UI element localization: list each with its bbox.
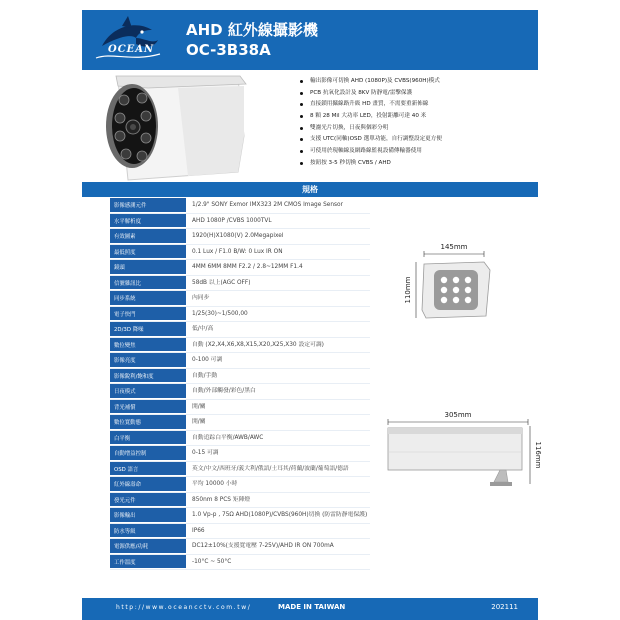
- ocean-logo-icon: [92, 16, 164, 64]
- spec-label: 影像感測元件: [110, 198, 186, 213]
- spec-value: 850nm 8 PCS 矩陣燈: [192, 496, 251, 503]
- spec-value: 英文/中文/西班牙/義大利/俄語/土耳其/荷蘭/波蘭/葡萄語/德語: [192, 465, 349, 472]
- spec-row: [110, 276, 370, 292]
- page-title: AHD 紅外線攝影機: [186, 21, 318, 39]
- spec-value: 自動追踪白平衡/AWB/AWC: [192, 434, 264, 441]
- feature-list: [300, 76, 536, 170]
- spec-value: 4MM 6MM 8MM F2.2 / 2.8~12MM F1.4: [192, 264, 303, 270]
- product-sheet: [82, 10, 542, 620]
- bullet-icon: [300, 80, 303, 83]
- spec-label: 信號雜訊比: [110, 276, 186, 291]
- spec-value: 開/關: [192, 403, 206, 410]
- spec-label: 背光補償: [110, 400, 186, 415]
- feature-item: [300, 134, 536, 146]
- side-view-drawing: [388, 411, 542, 486]
- spec-row: [110, 493, 370, 509]
- spec-row: [110, 555, 370, 571]
- feature-text: PCB 抗氧化設計及 8KV 防靜電/雷擊保護: [310, 89, 413, 96]
- spec-value: 1920(H)X1080(V) 2.0Megapixel: [192, 233, 284, 239]
- front-view-drawing: [404, 243, 490, 318]
- spec-label: 自動增益控制: [110, 446, 186, 461]
- spec-label: 發光元件: [110, 493, 186, 508]
- spec-value: 自動 (X2,X4,X6,X8,X15,X20,X25,X30 設定可調): [192, 341, 324, 348]
- side-length-label: 305mm: [444, 411, 472, 419]
- spec-value: 1/25(30)~1/500,00: [192, 310, 248, 317]
- spec-value: IP66: [192, 527, 205, 534]
- footer-bar: [82, 598, 538, 620]
- spec-label: 同步系統: [110, 291, 186, 306]
- spec-label: 防水等級: [110, 524, 186, 539]
- feature-text: 直接鎖用攝線路升級 HD 畫質，不需要重新佈線: [310, 101, 429, 108]
- spec-row: [110, 477, 370, 493]
- spec-value: 自動/手動: [192, 372, 218, 379]
- spec-row: [110, 307, 370, 323]
- bullet-icon: [300, 92, 303, 95]
- feature-item: [300, 158, 536, 170]
- spec-value: 0.1 Lux / F1.0 B/W: 0 Lux IR ON: [192, 248, 283, 255]
- spec-label: 最低照度: [110, 245, 186, 260]
- camera-photo: [88, 76, 248, 182]
- spec-row: [110, 524, 370, 540]
- spec-row: [110, 229, 370, 245]
- spec-label: 工作溫度: [110, 555, 186, 570]
- spec-value: 低/中/高: [192, 326, 214, 332]
- bullet-icon: [300, 103, 303, 106]
- logo-wordmark: OCEAN: [108, 44, 155, 55]
- feature-item: [300, 76, 536, 88]
- bullet-icon: [300, 127, 303, 130]
- feature-text: 按鈕按 3-5 秒切換 CVBS / AHD: [310, 159, 391, 166]
- feature-text: 可使用於現軸線及網路線監視設備傳輸器使用: [310, 148, 422, 155]
- spec-row: [110, 400, 370, 416]
- spec-label: 鏡頭: [110, 260, 186, 275]
- spec-label: 影像銳利/飽和度: [110, 369, 186, 384]
- spec-row: [110, 369, 370, 385]
- spec-row: [110, 508, 370, 524]
- spec-row: [110, 353, 370, 369]
- spec-label: 數位變焦: [110, 338, 186, 353]
- spec-label: 有效圖素: [110, 229, 186, 244]
- dimension-drawings: [382, 240, 542, 490]
- feature-item: [300, 99, 536, 111]
- spec-row: [110, 260, 370, 276]
- bullet-icon: [300, 162, 303, 165]
- spec-label: 影像亮度: [110, 353, 186, 368]
- front-width-label: 145mm: [440, 243, 468, 251]
- spec-row: [110, 322, 370, 338]
- spec-row: [110, 214, 370, 230]
- spec-value: 內同步: [192, 295, 210, 301]
- spec-value: 1/2.9" SONY Exmor IMX323 2M CMOS Image Sensor: [192, 202, 343, 208]
- feature-text: 支援 UTC(同軸)OSD 選單功能，自行調整設定更方便: [310, 136, 442, 143]
- spec-label: 影像輸出: [110, 508, 186, 523]
- spec-row: [110, 446, 370, 462]
- feature-item: [300, 111, 536, 123]
- model-number: OC-3B38A: [186, 41, 271, 59]
- feature-item: [300, 146, 536, 158]
- spec-value: 0-15 可調: [192, 450, 219, 456]
- spec-row: [110, 384, 370, 400]
- spec-row: [110, 198, 370, 214]
- front-height-label: 110mm: [404, 276, 412, 304]
- feature-item: [300, 88, 536, 100]
- feature-text: 輸出影像可切換 AHD (1080P)及 CVBS(960H)模式: [310, 78, 440, 84]
- spec-row: [110, 291, 370, 307]
- bullet-icon: [300, 115, 303, 118]
- spec-value: 自動/外部觸發/彩色/黑白: [192, 388, 256, 394]
- spec-value: -10°C ~ 50°C: [192, 558, 232, 565]
- spec-label: 紅外線壽命: [110, 477, 186, 492]
- spec-table: [110, 198, 370, 570]
- spec-label: OSD 語言: [110, 462, 186, 477]
- spec-label: 電子快門: [110, 307, 186, 322]
- feature-text: 雙濾光片切換，日夜與個彩分明: [310, 124, 389, 131]
- spec-row: [110, 462, 370, 478]
- spec-row: [110, 431, 370, 447]
- spec-value: 開/關: [192, 419, 206, 425]
- feature-item: [300, 123, 536, 135]
- spec-row: [110, 338, 370, 354]
- bullet-icon: [300, 138, 303, 141]
- bullet-icon: [300, 150, 303, 153]
- spec-label: 數位寬動態: [110, 415, 186, 430]
- header-banner: [82, 10, 538, 70]
- spec-heading: 規格: [82, 182, 538, 197]
- website-link[interactable]: http://www.oceancctv.com.tw/: [116, 604, 252, 611]
- spec-label: 日夜模式: [110, 384, 186, 399]
- spec-value: 58dB 以上(AGC OFF): [192, 279, 251, 286]
- spec-row: [110, 415, 370, 431]
- spec-label: 白平衡: [110, 431, 186, 446]
- spec-value: 1.0 Vp-p , 75Ω AHD(1080P)/CVBS(960H)切換 (防雷防靜電保護): [192, 512, 368, 518]
- spec-label: 電源供應/功耗: [110, 539, 186, 554]
- spec-label: 2D/3D 降噪: [110, 322, 186, 337]
- spec-row: [110, 245, 370, 261]
- spec-value: AHD 1080P /CVBS 1000TVL: [192, 217, 272, 224]
- spec-row: [110, 539, 370, 555]
- feature-text: 8 顆 28 Mil 大功率 LED，投射距離可達 40 米: [310, 113, 427, 120]
- spec-value: 平均 10000 小時: [192, 481, 238, 487]
- made-in-label: MADE IN TAIWAN: [278, 603, 346, 611]
- spec-value: DC12±10%(支援寬電壓 7-25V)/AHD IR ON 700mA: [192, 543, 334, 549]
- spec-value: 0-100 可調: [192, 357, 223, 363]
- spec-label: 水平解析度: [110, 214, 186, 229]
- side-height-label: 116mm: [534, 441, 542, 469]
- document-code: 202111: [491, 603, 518, 611]
